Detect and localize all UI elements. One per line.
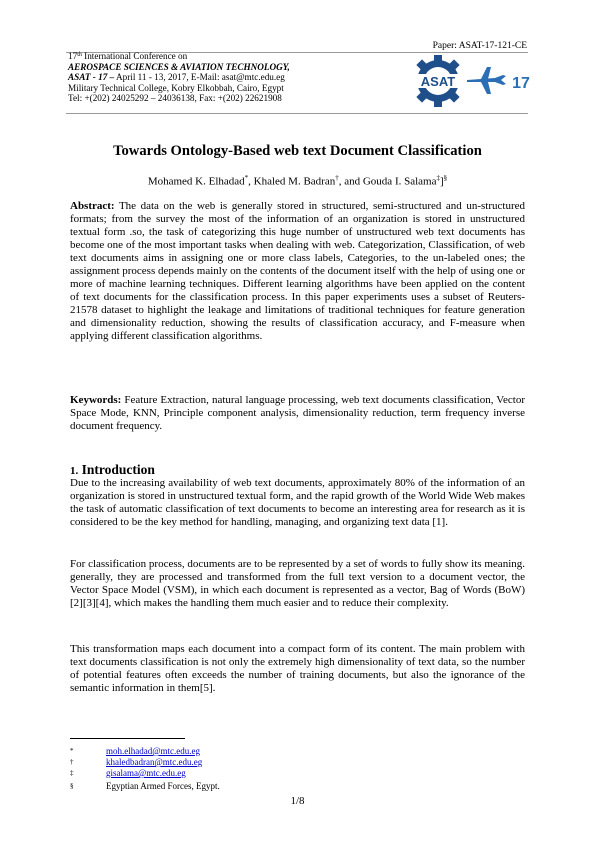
conference-line-3 bbox=[68, 72, 348, 83]
conference-line-2: AEROSPACE SCIENCES & AVIATION TECHNOLOGY, bbox=[68, 61, 290, 72]
paper-id: Paper: ASAT-17-121-CE bbox=[432, 41, 527, 51]
conference-line-1-text: International Conference on bbox=[81, 51, 188, 61]
author-3-bracket: ] bbox=[439, 175, 444, 188]
abstract-text: The data on the web is generally stored in structured, semi-structured and un-structured formats; from the survey the most of the information of an organization is stored in unstructured textual form .so, the task of categorizing this huge number of unstructured web text documents has become one of the most important tasks when dealing with web. Categorization, Classification, of web text documents aims in assigning one or more class labels, Categories, to the un-labeled ones; the assignment process depends mainly on the contents of the document itself with the help of using one or more of machine learning techniques. Different learning algorithms have been applied on the content of text documents for the classification process. In this paper experiments uses a subset of Reuters-21578 dataset to highlight the leakage and limitations of traditional techniques for feature generation and dimensionality reduction, showing the results of classification accuracy, and F-measure when applying different classification algorithms. bbox=[70, 200, 525, 342]
authors-line bbox=[0, 174, 595, 188]
footnote-1-mark: * bbox=[70, 747, 74, 755]
keywords-label: Keywords: bbox=[70, 394, 122, 406]
conference-info bbox=[68, 51, 348, 104]
footnote-3-mark: ‡ bbox=[70, 769, 74, 777]
intro-paragraph-1: Due to the increasing availability of web text documents, approximately 80% of the information of an organization is stored in unstructured textual form, and the rapid growth of the World Wide Web makes the task of automatic classification of text documents to become an interesting area for research as it is considered to be the key method for handling, managing, and organizing text data [1]. bbox=[70, 477, 525, 528]
footnote-4-text: Egyptian Armed Forces, Egypt. bbox=[106, 781, 220, 791]
author-3-mark-2: § bbox=[443, 174, 448, 182]
footnote-2-email-link[interactable]: khaledbadran@mtc.edu.eg bbox=[106, 757, 203, 767]
footnote-2-mark: † bbox=[70, 758, 74, 766]
keywords-text: Feature Extraction, natural language processing, web text documents classification, Vector Space Mode, KNN, Principle component analysis, dimensionality reduction, term frequency inverse document frequency. bbox=[70, 394, 525, 432]
author-2-mark: † bbox=[335, 174, 339, 182]
section-heading bbox=[70, 462, 155, 478]
page-number: 1/8 bbox=[290, 795, 305, 807]
conference-dates-email: April 11 - 13, 2017, E-Mail: asat@mtc.edu.eg bbox=[114, 72, 285, 82]
abstract bbox=[70, 200, 525, 343]
airplane-icon bbox=[467, 67, 506, 94]
intro-paragraph-3: This transformation maps each document into a compact form of its content. The main problem with text documents classification is not only the extremely high dimensionality of text data, so the number of potential features often exceeds the number of training documents, but also the ignorance of the semantic information in them[5]. bbox=[70, 643, 525, 694]
section-title: Introduction bbox=[78, 462, 155, 477]
logo-number: 17 bbox=[512, 75, 530, 92]
intro-paragraph-2: For classification process, documents are to be represented by a set of words to fully show its meaning. generally, they are processed and transformed from the full text version to a document vector, the Vector Space Model (VSM), in which each document is represented as a vector, Bag of Words (BoW)[2][3][4], which makes the handling them much easier and to reduce their complexity. bbox=[70, 558, 525, 609]
author-2: , Khaled M. Badran bbox=[248, 175, 336, 188]
keywords bbox=[70, 394, 525, 433]
footnote-4 bbox=[70, 781, 220, 792]
header-bottom-rule bbox=[66, 113, 528, 114]
footnote-4-mark: § bbox=[70, 782, 74, 790]
asat-logo bbox=[385, 53, 535, 109]
footnote-1-email-link[interactable]: moh.elhadad@mtc.edu.eg bbox=[106, 746, 201, 756]
section-number: 1. bbox=[70, 465, 79, 477]
conference-ordinal: 17 bbox=[68, 51, 78, 61]
footnote-1 bbox=[70, 746, 200, 757]
author-3-mark: ‡ bbox=[436, 174, 440, 182]
footnote-rule bbox=[70, 738, 185, 739]
conference-line-4: Military Technical College, Kobry Elkobbah, Cairo, Egypt bbox=[68, 82, 284, 93]
conference-line-5: Tel: +(202) 24025292 – 24036138, Fax: +(202) 22621908 bbox=[68, 93, 282, 103]
conference-ordinal-suffix: th bbox=[77, 52, 82, 58]
abstract-label: Abstract: bbox=[70, 200, 115, 212]
footnote-3 bbox=[70, 768, 186, 779]
conference-line-1 bbox=[68, 51, 348, 62]
paper-title: Towards Ontology-Based web text Document Classification bbox=[113, 143, 482, 159]
author-1: Mohamed K. Elhadad bbox=[147, 175, 245, 188]
author-3: , and Gouda I. Salama bbox=[338, 175, 437, 188]
logo-text: ASAT bbox=[420, 74, 456, 89]
conference-acronym: ASAT - 17 – bbox=[68, 72, 115, 82]
footnote-3-email-link[interactable]: gisalama@mtc.edu.eg bbox=[106, 768, 186, 778]
footnote-2 bbox=[70, 757, 202, 768]
author-1-mark: * bbox=[244, 174, 249, 182]
